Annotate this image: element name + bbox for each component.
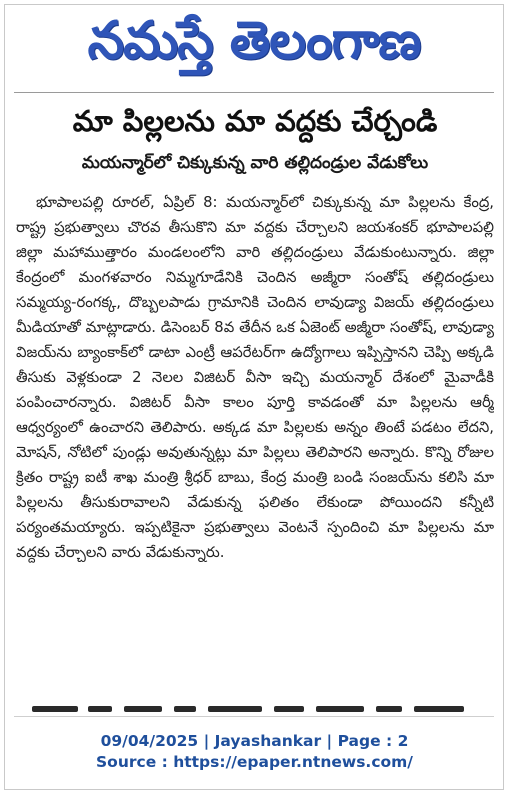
- article-subheadline: మయన్మార్‌లో చిక్కుకున్న వారి తల్లిదండ్రుల వేడుకోలు: [81, 153, 429, 173]
- article-headline: మా పిల్లలను మా వద్దకు చేర్చండి: [72, 104, 438, 138]
- masthead-divider: [14, 92, 494, 93]
- edition-info: 09/04/2025 | Jayashankar | Page : 2: [100, 732, 409, 750]
- article-body: భూపాలపల్లి రూరల్, ఏప్రిల్ 8: మయన్మార్‌లో చిక్కుకున్న మా పిల్లలను కేంద్ర, రాష్ట్ర ప్రభుత్వాలు చొరవ తీసుకొని మా వద్దకు చేర్చాలని జయశంకర్ భూపాలపల్లి జిల్లా మహాముత్తారం మండలంలోని వారి తల్లిదండ్రులు వేడుకుంటున్నారు. జిల్లా కేంద్రంలో మంగళవారం నిమ్మగూడేనికి చెందిన అజ్మీరా సంతోష్ తల్లిదండ్రులు సమ్మయ్య-రంగక్క, దొబ్బలపాడు గ్రామానికి చెందిన లావుడ్యా విజయ్ తల్లిదండ్రులు మీడియాతో మాట్లాడారు. డిసెంబర్ 8వ తేదీన ఒక ఏజెంట్ అజ్మీరా సంతోష్, లావుడ్యా విజయ్‌ను బ్యాంకాక్‌లో డాటా ఎంట్రీ ఆపరేటర్‌గా ఉద్యోగాలు ఇప్పిస్తానని చెప్పి అక్కడి తీసుకు వెళ్లకుండా 2 నెలల విజిటర్ వీసా ఇచ్చి మయన్మార్ దేశంలో మైవాడీకి పంపించారన్నారు. విజిటర్ వీసా కాలం పూర్తి కావడంతో మా పిల్లలను ఆర్మీ ఆధ్వర్యంలో ఉంచారని తెలిపారు. అక్కడ మా పిల్లలకు అన్నం తింటే పడటం లేదని, మోషన్, నోటిలో పుండ్లు అవుతున్నట్లు మా పిల్లలు తెలిపారని అన్నారు. కొన్ని రోజుల క్రితం రాష్ట్ర ఐటీ శాఖ మంత్రి శ్రీధర్ బాబు, కేంద్ర మంత్రి బండి సంజయ్‌ను కలిసి మా పిల్లలను తీసుకురావాలని వేడుకున్న ఫలితం లేకుండా పోయిందని కన్నీటి పర్యంతమయ్యారు. ఇప్పటికైనా ప్రభుత్వాలు వెంటనే స్పందించి మా పిల్లలను మా వద్దకు చేర్చాలని వారు వేడుకున్నారు.: [16, 194, 494, 561]
- source-link[interactable]: Source : https://epaper.ntnews.com/: [96, 753, 413, 771]
- footer-divider: [14, 716, 494, 717]
- truncated-next-headline: [30, 706, 470, 714]
- source-footer: [0, 731, 509, 773]
- newspaper-masthead: నమస్తే తెలంగాణ: [87, 10, 421, 71]
